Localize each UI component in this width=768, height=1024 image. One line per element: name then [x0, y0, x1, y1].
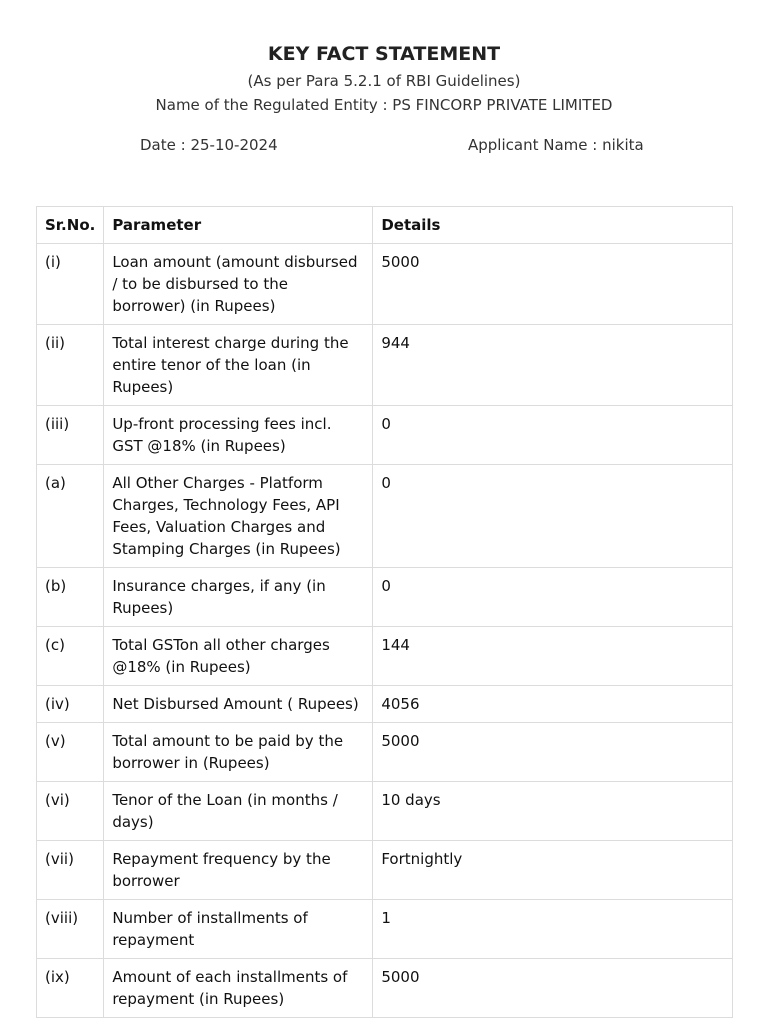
- row-details: 5000: [373, 244, 733, 325]
- table-row: [37, 568, 733, 627]
- key-fact-table: [36, 206, 733, 1018]
- table-row: [37, 465, 733, 568]
- row-srno: (vii): [37, 841, 104, 900]
- row-parameter: Tenor of the Loan (in months / days): [104, 782, 373, 841]
- row-parameter: Total GSTon all other charges @18% (in Rupees): [104, 627, 373, 686]
- row-details: 5000: [373, 959, 733, 1018]
- column-header-parameter: Parameter: [104, 207, 373, 244]
- row-parameter: Net Disbursed Amount ( Rupees): [104, 686, 373, 723]
- regulated-entity-name: Name of the Regulated Entity : PS FINCORP PRIVATE LIMITED: [155, 96, 613, 114]
- row-parameter: Amount of each installments of repayment (in Rupees): [104, 959, 373, 1018]
- row-details: 4056: [373, 686, 733, 723]
- row-details: 0: [373, 465, 733, 568]
- row-srno: (ii): [37, 325, 104, 406]
- row-details: 0: [373, 406, 733, 465]
- row-details: 5000: [373, 723, 733, 782]
- row-details: 0: [373, 568, 733, 627]
- table-row: [37, 627, 733, 686]
- row-details: 144: [373, 627, 733, 686]
- row-srno: (c): [37, 627, 104, 686]
- row-srno: (a): [37, 465, 104, 568]
- row-srno: (iv): [37, 686, 104, 723]
- statement-date: Date : 25-10-2024: [140, 136, 278, 154]
- page-subtitle: (As per Para 5.2.1 of RBI Guidelines): [247, 72, 521, 90]
- table-row: [37, 841, 733, 900]
- table-row: [37, 959, 733, 1018]
- table-row: [37, 244, 733, 325]
- column-header-srno: Sr.No.: [37, 207, 104, 244]
- row-parameter: Insurance charges, if any (in Rupees): [104, 568, 373, 627]
- row-parameter: Repayment frequency by the borrower: [104, 841, 373, 900]
- row-details: 10 days: [373, 782, 733, 841]
- table-row: [37, 686, 733, 723]
- row-parameter: Up-front processing fees incl. GST @18% (in Rupees): [104, 406, 373, 465]
- applicant-name: Applicant Name : nikita: [468, 136, 644, 154]
- table-row: [37, 782, 733, 841]
- row-srno: (v): [37, 723, 104, 782]
- row-srno: (viii): [37, 900, 104, 959]
- row-srno: (b): [37, 568, 104, 627]
- page-title: KEY FACT STATEMENT: [267, 43, 501, 65]
- row-srno: (i): [37, 244, 104, 325]
- row-parameter: Number of installments of repayment: [104, 900, 373, 959]
- row-details: 1: [373, 900, 733, 959]
- table-row: [37, 325, 733, 406]
- row-parameter: Loan amount (amount disbursed / to be disbursed to the borrower) (in Rupees): [104, 244, 373, 325]
- row-parameter: Total amount to be paid by the borrower in (Rupees): [104, 723, 373, 782]
- table-row: [37, 723, 733, 782]
- row-srno: (vi): [37, 782, 104, 841]
- table-row: [37, 900, 733, 959]
- row-srno: (iii): [37, 406, 104, 465]
- row-srno: (ix): [37, 959, 104, 1018]
- column-header-details: Details: [373, 207, 733, 244]
- row-parameter: Total interest charge during the entire tenor of the loan (in Rupees): [104, 325, 373, 406]
- row-parameter: All Other Charges - Platform Charges, Technology Fees, API Fees, Valuation Charges and Stamping Charges (in Rupees): [104, 465, 373, 568]
- row-details: 944: [373, 325, 733, 406]
- table-row: [37, 406, 733, 465]
- row-details: Fortnightly: [373, 841, 733, 900]
- table-header-row: [37, 207, 733, 244]
